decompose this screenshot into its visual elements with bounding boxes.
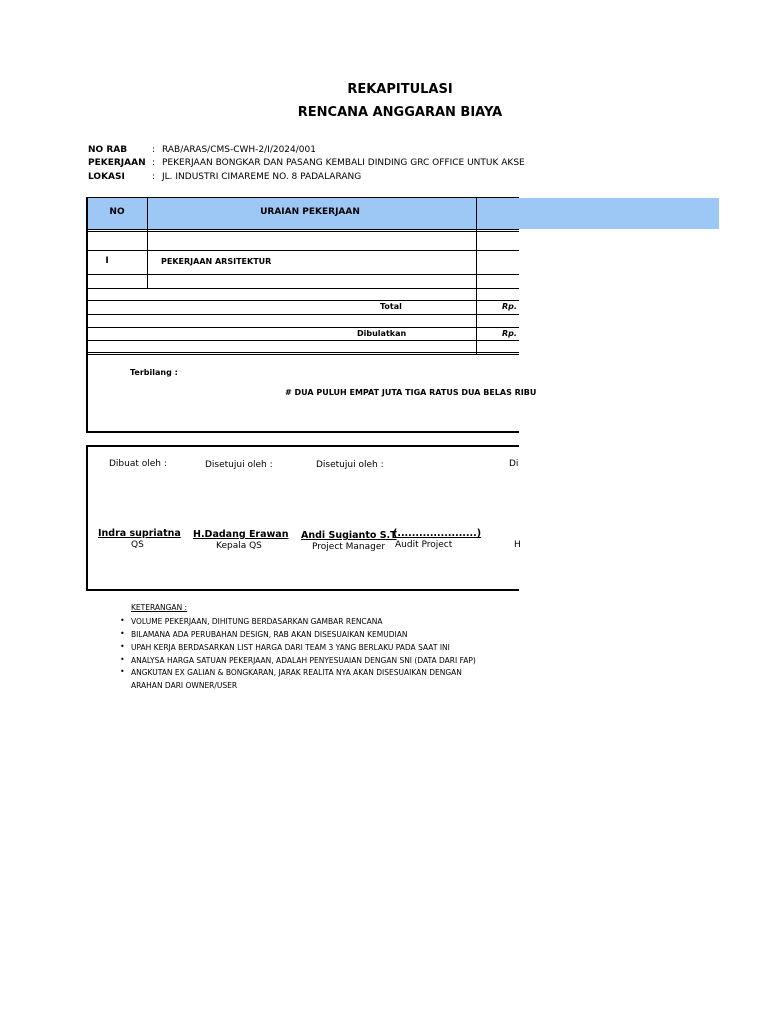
signer-role-qs: QS	[131, 540, 144, 550]
field-value-lokasi: JL. INDUSTRI CIMAREME NO. 8 PADALARANG	[162, 172, 362, 182]
total-currency: Rp.	[502, 302, 517, 311]
table-line	[86, 352, 519, 353]
notes-heading: KETERANGAN :	[131, 603, 188, 612]
signer-name-qs: Indra supriatna	[98, 528, 181, 539]
col-header-no: NO	[109, 207, 125, 217]
sig-box-top-border	[86, 445, 519, 447]
rounded-currency: Rp.	[502, 329, 517, 338]
table-line	[86, 229, 519, 230]
total-label: Total	[380, 302, 402, 311]
table-line	[86, 288, 519, 289]
sig-box-bottom-border	[86, 589, 519, 591]
colon: :	[152, 145, 156, 155]
table-line	[86, 250, 519, 251]
table-line	[86, 197, 519, 198]
sig-label-truncated: Di	[509, 459, 519, 469]
row-number: I	[105, 256, 109, 266]
signer-role-head-qs: Kepala QS	[216, 541, 262, 551]
bullet-icon: •	[120, 642, 125, 651]
col-header-uraian: URAIAN PEKERJAAN	[260, 207, 360, 217]
bullet-icon: •	[120, 667, 125, 676]
table-line	[86, 231, 519, 232]
sig-label-approved-by: Disetujui oleh :	[205, 460, 273, 470]
terbilang-label: Terbilang :	[130, 368, 178, 377]
table-line	[86, 327, 519, 328]
signer-role-truncated: H	[514, 540, 521, 550]
signer-name-blank: (......................)	[393, 528, 482, 539]
row-item-label: PEKERJAAN ARSITEKTUR	[161, 257, 272, 266]
note-continuation: ARAHAN DARI OWNER/USER	[131, 681, 238, 690]
note-item: VOLUME PEKERJAAN, DIHITUNG BERDASARKAN GAMBAR RENCANA	[131, 617, 383, 626]
signer-name-pm: Andi Sugianto S.T	[301, 530, 397, 541]
rounded-label: Dibulatkan	[357, 329, 407, 338]
title-line-1: REKAPITULASI	[347, 82, 453, 97]
table-line	[86, 300, 519, 301]
signer-name-head-qs: H.Dadang Erawan	[193, 529, 289, 540]
field-key-no-rab: NO RAB	[88, 145, 128, 155]
note-item: ANALYSA HARGA SATUAN PEKERJAAN, ADALAH PENYESUAIAN DENGAN SNI (DATA DARI FAP)	[131, 656, 476, 665]
table-header-band	[87, 198, 719, 229]
table-line	[86, 274, 519, 275]
table-line	[86, 354, 519, 355]
signer-role-audit: Audit Project	[395, 540, 453, 550]
sig-box-left-border	[86, 445, 88, 591]
field-key-pekerjaan: PEKERJAAN	[88, 158, 146, 168]
bullet-icon: •	[120, 616, 125, 625]
colon: :	[152, 158, 156, 168]
bullet-icon: •	[120, 629, 125, 638]
note-item: UPAH KERJA BERDASARKAN LIST HARGA DARI TEAM 3 YANG BERLAKU PADA SAAT INI	[131, 643, 450, 652]
table-col-divider-1	[147, 197, 148, 289]
sig-label-made-by: Dibuat oleh :	[109, 459, 167, 469]
table-bottom-border	[86, 431, 519, 433]
table-col-divider-2	[476, 197, 477, 355]
note-item: ANGKUTAN EX GALIAN & BONGKARAN, JARAK REALITA NYA AKAN DISESUAIKAN DENGAN	[131, 668, 462, 677]
field-key-lokasi: LOKASI	[88, 172, 125, 182]
table-line	[86, 314, 519, 315]
note-item: BILAMANA ADA PERUBAHAN DESIGN, RAB AKAN DISESUAIKAN KEMUDIAN	[131, 630, 408, 639]
signer-role-pm: Project Manager	[312, 542, 386, 552]
sig-label-approved-by-2: Disetujui oleh :	[316, 460, 384, 470]
table-line	[86, 340, 519, 341]
field-value-no-rab: RAB/ARAS/CMS-CWH-2/I/2024/001	[162, 145, 316, 155]
title-line-2: RENCANA ANGGARAN BIAYA	[297, 105, 503, 120]
terbilang-value: # DUA PULUH EMPAT JUTA TIGA RATUS DUA BELAS RIBU	[285, 388, 537, 397]
field-value-pekerjaan: PEKERJAAN BONGKAR DAN PASANG KEMBALI DINDING GRC OFFICE UNTUK AKSE	[162, 158, 525, 168]
bullet-icon: •	[120, 655, 125, 664]
colon: :	[152, 172, 156, 182]
